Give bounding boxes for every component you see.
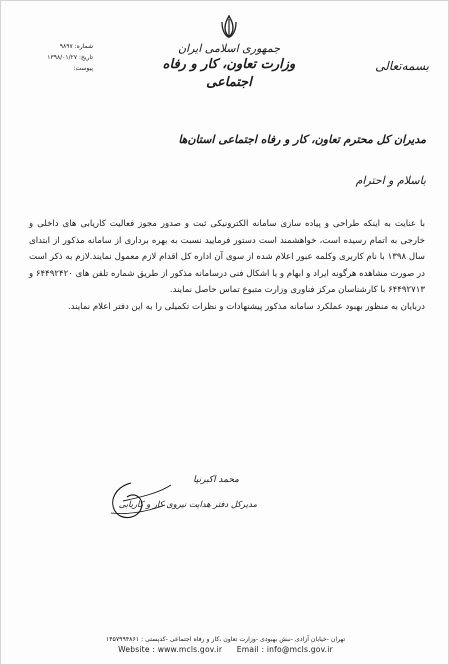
number-row <box>15 41 93 52</box>
iran-emblem-icon <box>219 15 239 39</box>
footer-contact <box>15 645 436 655</box>
ministry-name: وزارت تعاون، کار و رفاه اجتماعی <box>162 57 296 90</box>
letter-body <box>29 216 425 316</box>
attachment-label: پیوست: <box>73 65 93 72</box>
ministry-heading <box>139 41 319 92</box>
greeting-line: باسلام و احترام <box>355 174 426 187</box>
date-label: تاریخ: <box>79 54 93 61</box>
signatory-title: مدیرکل دفتر هدایت نیروی کار و کاریابی <box>118 499 257 509</box>
number-label: شماره: <box>74 43 93 50</box>
date-value: ۱۳۹۸/۰۱/۲۷ <box>47 54 78 61</box>
reference-block <box>15 41 93 74</box>
footer-email: Email : info@mcls.gov.ir <box>236 645 333 654</box>
body-paragraph-2: دربایان به منظور بهبود عملکرد سامانه مذکور پیشنهادات و نظرات تکمیلی را به این دفتر اعلام نمایند. <box>67 301 425 312</box>
footer-address: تهران -خیابان آزادی -نبش بهبودی -وزارت تعاون ،کار و رفاه اجتماعی -کدپستی : ۱۴۵۷۹۹۴۸۶۱ <box>105 636 346 643</box>
addressee-line: مدیران کل محترم تعاون، کار و رفاه اجتماعی استان‌ها <box>178 133 426 146</box>
date-row <box>15 52 93 63</box>
footer-website: Website : www.mcls.gov.ir <box>118 645 223 654</box>
number-value: ۹۸۹۷ <box>59 43 73 50</box>
signatory-name: محمد اکبرنیا <box>193 475 239 485</box>
signature-block <box>101 471 271 541</box>
attachment-row <box>15 63 93 74</box>
letterhead-footer <box>15 635 436 655</box>
body-paragraph-1: با عنایت به اینکه طراحی و پیاده سازی سامانه الکترونیکی ثبت و صدور مجوز فعالیت کاریابی های داخلی و خارجی به اتمام رسیده است، خواهشمند است دستور فرمایید نسبت به بهره برداری از سامانه مذکور از ابتدای سال ۱۳۹۸ با نام کاربری وکلمه عبور اعلام شده از سوی آن اداره کل اقدام لازم معمول نمایند.لازم به ذکر است در صورت مشاهده هرگونه ایراد و ابهام و یا اشکال فنی درسامانه مذکور از طریق شماره تلفن های ۶۴۴۹۲۴۲۰ و ۶۴۴۹۲۷۱۳ با کارشناسان مرکز فناوری وزارت متبوع تماس حاصل نمایند. <box>29 219 425 296</box>
government-name: جمهوری اسلامی ایران <box>177 42 281 55</box>
bismillah-heading: بسمه‌تعالی <box>375 59 429 73</box>
